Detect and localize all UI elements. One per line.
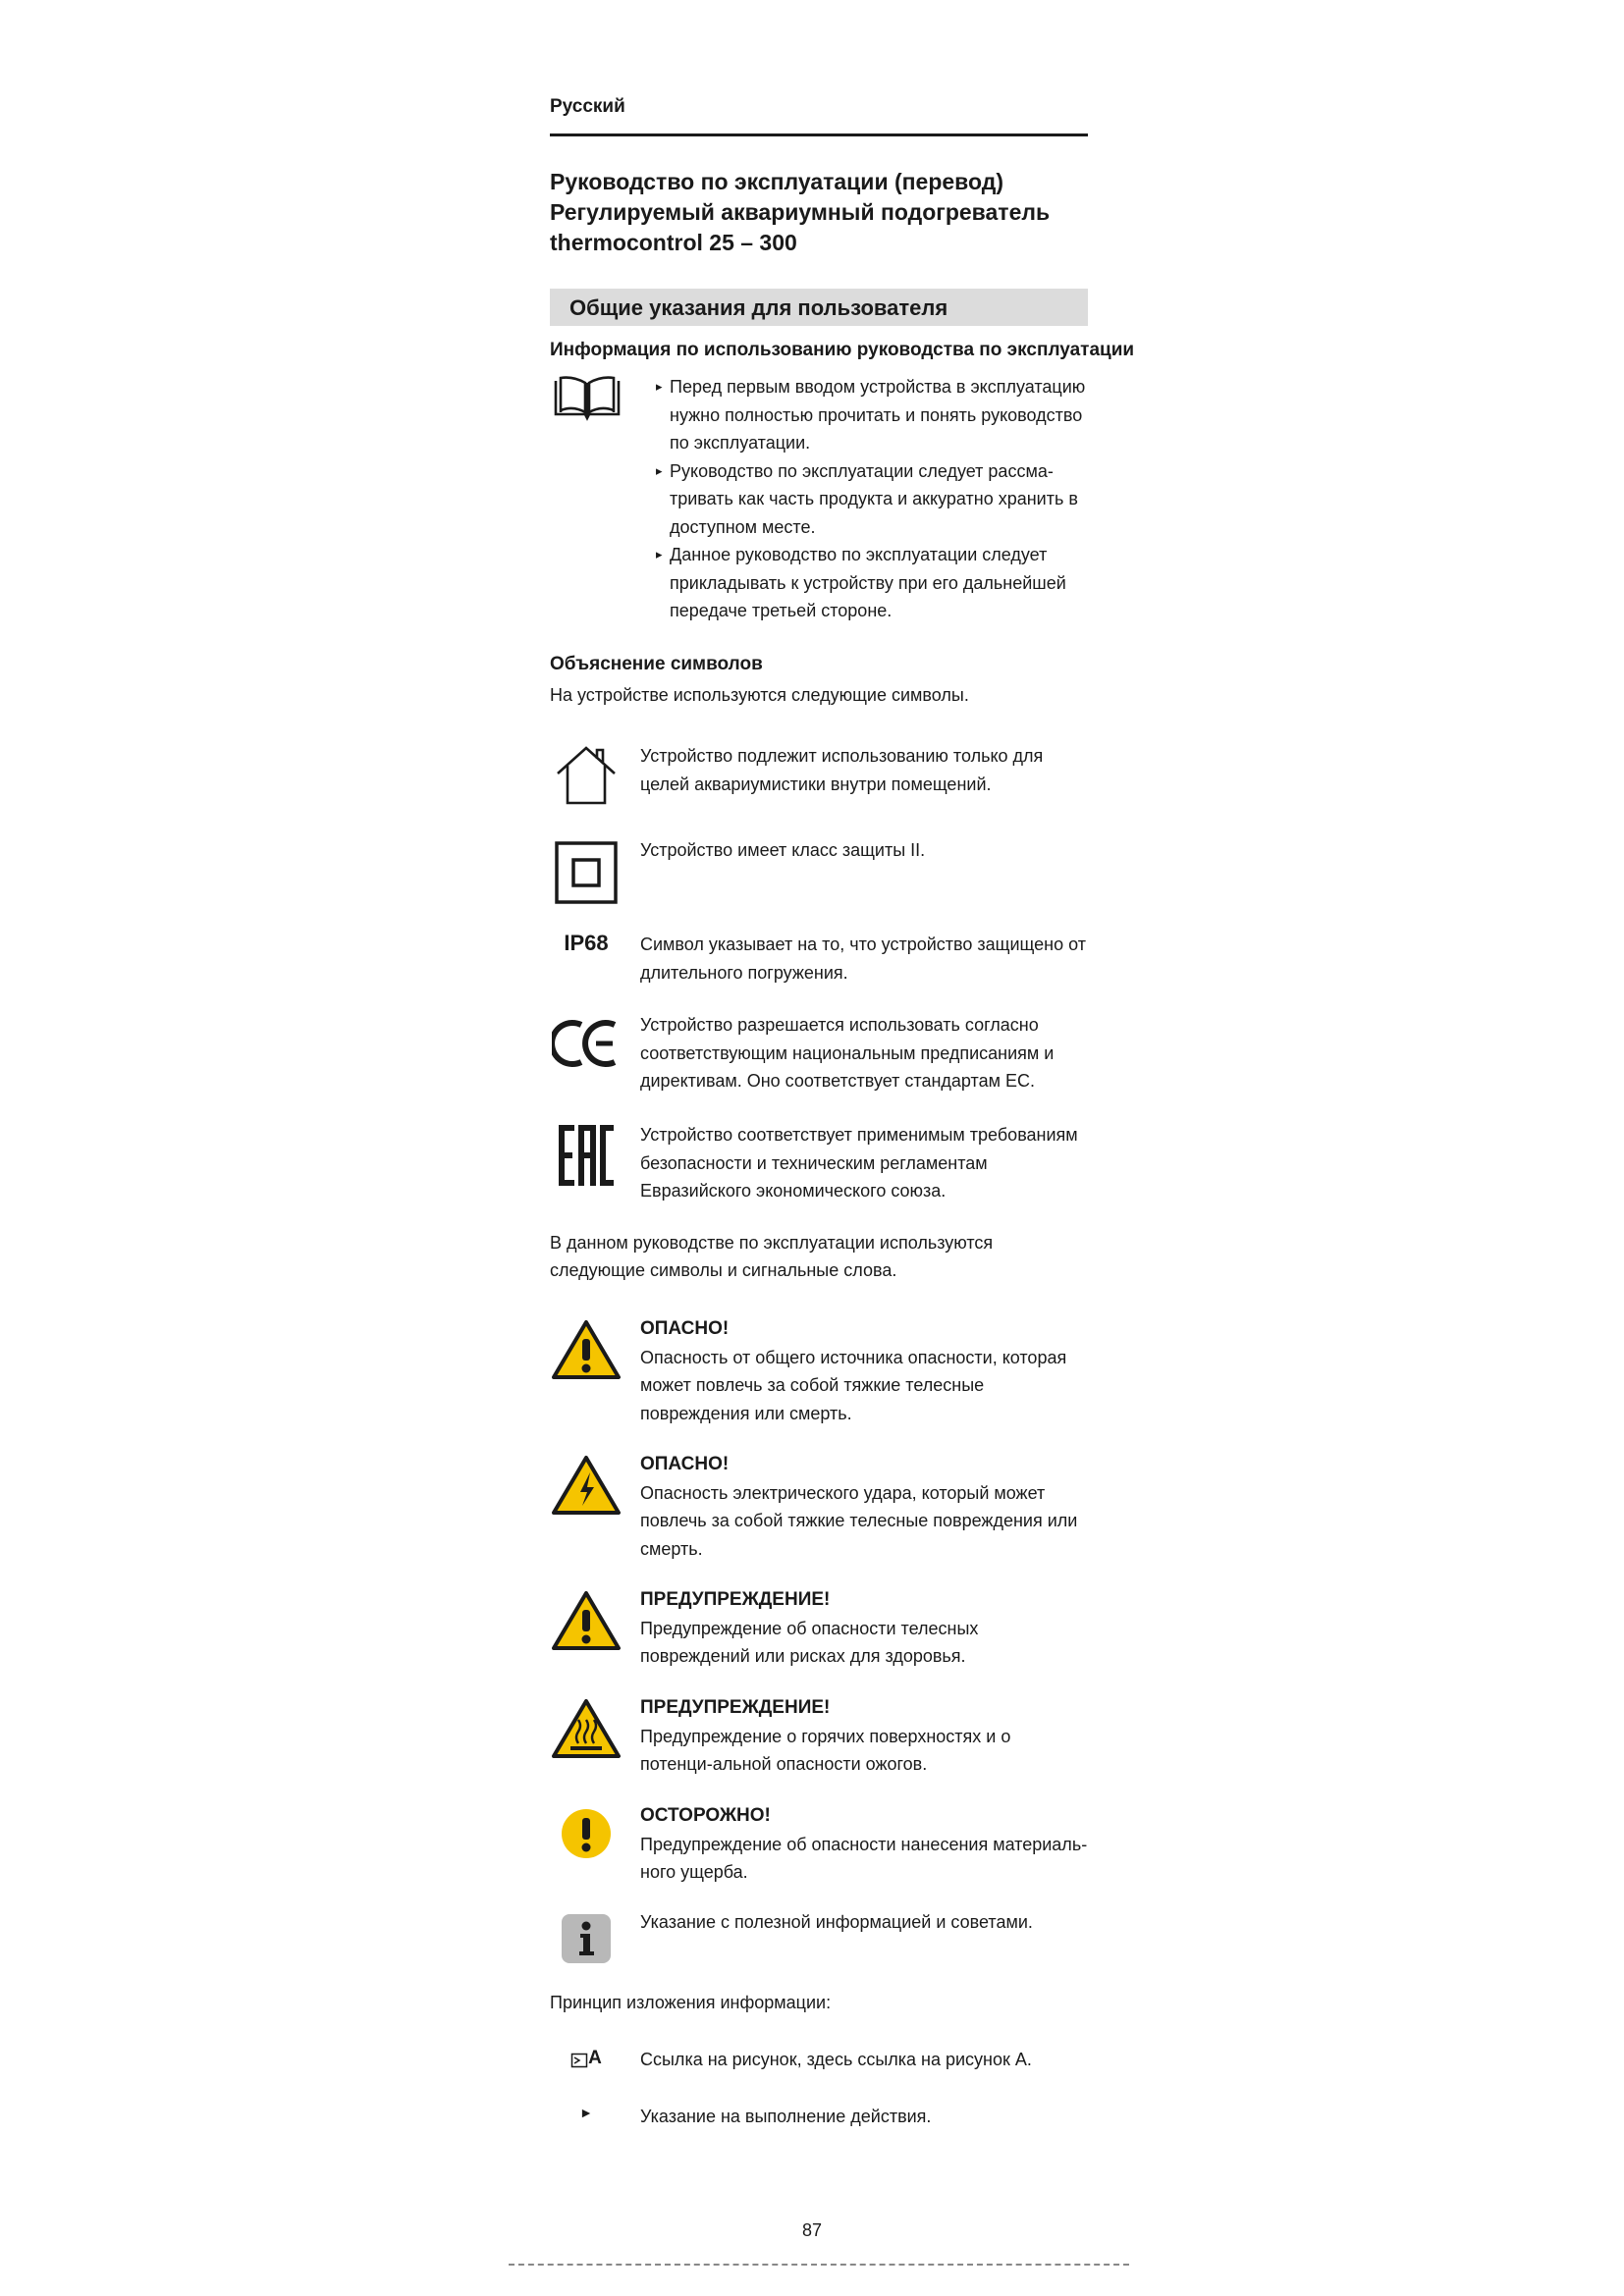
- figure-ref-icon: [550, 2048, 623, 2069]
- signal-heading: ПРЕДУПРЕЖДЕНИЕ!: [640, 1589, 831, 1610]
- signal-text: [640, 1451, 1088, 1563]
- electric-shock-icon: [550, 1455, 623, 1516]
- signal-text: [640, 1315, 1088, 1427]
- signal-heading: ПРЕДУПРЕЖДЕНИЕ!: [640, 1697, 831, 1718]
- symbol-description: Устройство имеет класс защиты II.: [640, 840, 926, 860]
- signal-text: [640, 1802, 1088, 1887]
- page-number: 87: [801, 2220, 823, 2240]
- action-arrow-icon: ►: [579, 2105, 593, 2120]
- ip68-label: IP68: [564, 931, 609, 955]
- signal-description: Указание с полезной информацией и советами.: [640, 1912, 1033, 1932]
- principle-description: Ссылка на рисунок, здесь ссылка на рисунок A.: [640, 2050, 1032, 2069]
- signal-description: Опасность электрического удара, который может повлечь за собой тяжкие телесные повреждения или смерть.: [640, 1482, 1078, 1559]
- symbol-description: Устройство подлежит использованию только для целей аквариумистики внутри помещений.: [640, 746, 1044, 794]
- eac-mark-icon: [550, 1123, 623, 1188]
- bullet-item: ▸ Руководство по эксплуатации следует рассма-тривать как часть продукта и аккуратно хранить в доступном месте.: [656, 457, 1088, 542]
- hot-surface-icon: [550, 1698, 623, 1759]
- signal-text: [640, 1586, 1088, 1671]
- principle-description: Указание на выполнение действия.: [640, 2107, 932, 2126]
- signal-text: [640, 1694, 1088, 1779]
- title-line-3: thermocontrol 25 – 300: [550, 230, 797, 255]
- signal-heading: ОСТОРОЖНО!: [640, 1805, 771, 1826]
- title-line-2: Регулируемый аквариумный подогреватель: [550, 199, 1051, 225]
- title-line-1: Руководство по эксплуатации (перевод): [550, 169, 1003, 194]
- language-label: Русский: [550, 96, 625, 117]
- house-icon: [550, 742, 623, 807]
- section-header: [550, 289, 1088, 326]
- signal-heading: ОПАСНО!: [640, 1318, 730, 1339]
- symbol-description: Символ указывает на то, что устройство защищено от длительного погружения.: [640, 934, 1086, 983]
- header-rule: [550, 133, 1088, 136]
- signal-description: Опасность от общего источника опасности, которая может повлечь за собой тяжкие телесные повреждения или смерть.: [640, 1347, 1067, 1423]
- bottom-rule: [509, 2264, 1129, 2267]
- principle-heading: Принцип изложения информации:: [550, 1993, 832, 2012]
- warning-exclamation-icon: [550, 1319, 623, 1380]
- figure-ref-label: A: [588, 2048, 602, 2068]
- signal-heading: ОПАСНО!: [640, 1454, 730, 1474]
- section-title: Общие указания для пользователя: [569, 295, 948, 320]
- manual-info-bullets: [656, 373, 1088, 625]
- symbols-intro: На устройстве используются следующие символы.: [550, 685, 969, 705]
- symbols-heading: Объяснение символов: [550, 654, 763, 674]
- ce-mark-icon: [550, 1017, 623, 1070]
- protection-class-ii-icon: [550, 840, 623, 905]
- symbol-description: Устройство разрешается использовать согласно соответствующим национальным предписаниям и директивам. Оно соответствует стандартам ЕС.: [640, 1015, 1055, 1091]
- bullet-item: ▸ Данное руководство по эксплуатации следует прикладывать к устройству при его дальнейшей передаче третьей стороне.: [656, 541, 1088, 625]
- signal-description: Предупреждение об опасности нанесения материаль-ного ущерба.: [640, 1834, 1088, 1882]
- signal-description: Предупреждение об опасности телесных повреждений или рисках для здоровья.: [640, 1618, 979, 1666]
- book-icon: [550, 375, 624, 422]
- caution-circle-icon: [550, 1806, 623, 1861]
- bullet-item: ▸ Перед первым вводом устройства в эксплуатацию нужно полностью прочитать и понять руководство по эксплуатации.: [656, 373, 1088, 457]
- symbols-outro: В данном руководстве по эксплуатации используются следующие символы и сигнальные слова.: [550, 1233, 994, 1280]
- manual-info-heading: Информация по использованию руководства по эксплуатации: [550, 340, 1135, 360]
- symbol-description: Устройство соответствует применимым требованиям безопасности и техническим регламентам Евразийского экономического союза.: [640, 1125, 1078, 1201]
- document-title: [550, 167, 1050, 258]
- signal-description: Предупреждение о горячих поверхностях и о потенци-альной опасности ожогов.: [640, 1726, 1011, 1774]
- warning-exclamation-icon: [550, 1590, 623, 1651]
- info-icon: [550, 1912, 623, 1965]
